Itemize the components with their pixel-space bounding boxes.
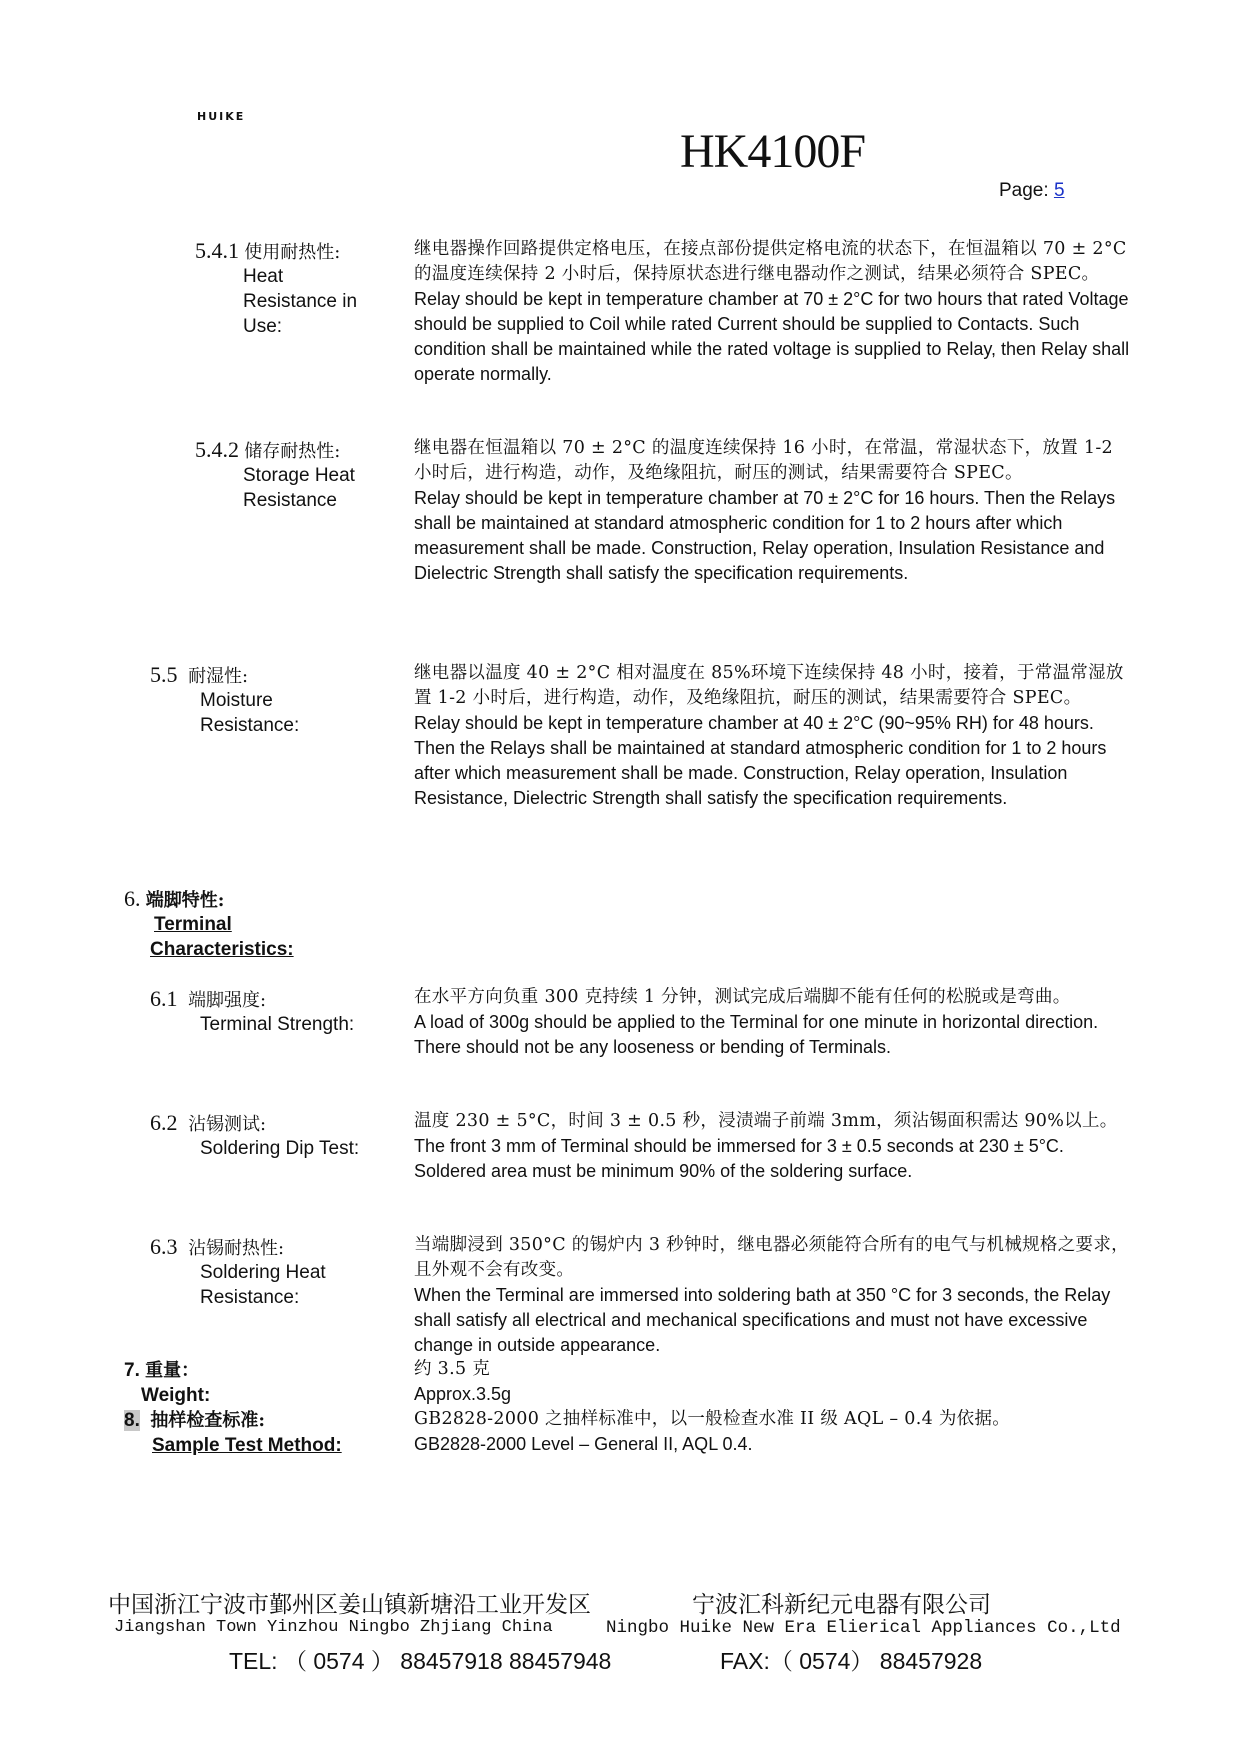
page-indicator (999, 180, 1065, 202)
page-number-link[interactable]: 5 (1053, 180, 1065, 201)
footer-company-en: Ningbo Huike New Era Elierical Appliances Co.,Ltd (606, 1618, 1121, 1638)
section-8-en-title: Sample Test Method: (152, 1435, 342, 1456)
section-5-5-heading: 5.5 耐湿性: (150, 662, 249, 687)
footer-fax: FAX:（ 0574） 88457928 (720, 1648, 983, 1674)
footer-tel: TEL: （ 0574 ） 88457918 88457948 (229, 1648, 612, 1674)
company-logo: HUIKE (197, 110, 246, 123)
section-6-heading: 6. 端脚特性: (124, 886, 225, 911)
section-7-en-title: Weight: (141, 1385, 211, 1406)
section-5-5-en-title: Moisture Resistance: (200, 690, 300, 736)
footer-address-zh: 中国浙江宁波市鄞州区姜山镇新塘沿工业开发区 (108, 1592, 591, 1618)
section-6-en-title: Terminal Characteristics: (150, 914, 294, 960)
section-5-4-1-body: 继电器操作回路提供定格电压，在接点部份提供定格电流的状态下，在恒温箱以 70 ± 2°C 的温度连续保持 2 小时后，保持原状态进行继电器动作之测试，结果必须符合 SPEC。 Relay should be kept in temperature chamber at 70 ± 2°C for two hours that rated Voltage should be supplied to Coil while rated Current should be supplied to Contacts. Such condition shall be maintained while the rated voltage is supplied to Relay, then Relay shall operate normally. (414, 239, 1130, 384)
section-5-4-1-heading: 5.4.1 使用耐热性: (195, 238, 341, 263)
section-6-1-en-title: Terminal Strength: (200, 1014, 355, 1035)
section-5-4-2-en-title: Storage Heat Resistance (243, 465, 355, 511)
section-5-4-2-heading: 5.4.2 储存耐热性: (195, 437, 341, 462)
section-6-1-heading: 6.1 端脚强度: (150, 986, 267, 1011)
section-6-2-en-title: Soldering Dip Test: (200, 1138, 360, 1159)
section-7-heading: 7. 重量： (124, 1360, 200, 1381)
section-7-body: 约 3.5 克 Approx.3.5g (414, 1359, 512, 1404)
footer-address-en: Jiangshan Town Yinzhou Ningbo Zhjiang China (114, 1618, 553, 1637)
section-5-5-body: 继电器以温度 40 ± 2°C 相对温度在 85%环境下连续保持 48 小时，接着，于常温常湿放置 1-2 小时后，进行构造，动作，及绝缘阻抗，耐压的测试，结果需要符合 SPEC。 Relay should be kept in temperature chamber at 40 ± 2°C (90~95% RH) for 48 hours. Then the Relays shall be maintained at standard atmospheric condition for 1 to 2 hours after which measurement shall be made. Construction, Relay operation, Insulation Resistance, Dielectric Strength shall satisfy the specification requirements. (414, 663, 1124, 808)
section-6-2-heading: 6.2 沾锡测试: (150, 1110, 267, 1135)
model-title: HK4100F (680, 125, 866, 178)
section-6-2-body: 温度 230 ± 5°C，时间 3 ± 0.5 秒，浸渍端子前端 3mm，须沾锡面积需达 90%以上。 The front 3 mm of Terminal should be immersed for 3 ± 0.5 seconds at 230 ± 5°C. Soldered area must be minimum 90% of the soldering surface. (414, 1111, 1118, 1181)
section-8-body: GB2828-2000 之抽样标准中，以一般检查水准 II 级 AQL – 0.4 为依据。 GB2828-2000 Level – General II, AQL 0.4. (414, 1409, 1011, 1454)
page-label: Page: (999, 180, 1049, 201)
section-6-3-en-title: Soldering Heat Resistance: (200, 1262, 326, 1308)
section-5-4-1-en-title: Heat Resistance in Use: (243, 266, 358, 337)
section-8-heading: 8. 抽样检查标准: (124, 1410, 266, 1431)
footer-company-zh: 宁波汇科新纪元电器有限公司 (692, 1592, 991, 1618)
section-6-3-heading: 6.3 沾锡耐热性: (150, 1234, 285, 1259)
section-6-3-body: 当端脚浸到 350°C 的锡炉内 3 秒钟时，继电器必须能符合所有的电气与机械规格之要求，且外观不会有改变。 When the Terminal are immersed into soldering bath at 350 °C for 3 seconds, the Relay shall satisfy all electrical and mechanical specifications and must not have excessive change in outside appearance. (414, 1235, 1129, 1355)
section-5-4-2-body: 继电器在恒温箱以 70 ± 2°C 的温度连续保持 16 小时，在常温，常湿状态下，放置 1-2 小时后，进行构造，动作，及绝缘阻抗，耐压的测试，结果需要符合 SPEC。 Relay should be kept in temperature chamber at 70 ± 2°C for 16 hours. Then the Relays shall be maintained at standard atmospheric condition for 1 to 2 hours after which measurement shall be made. Construction, Relay operation, Insulation Resistance and Dielectric Strength shall satisfy the specification requirements. (414, 438, 1116, 583)
section-6-1-body: 在水平方向负重 300 克持续 1 分钟，测试完成后端脚不能有任何的松脱或是弯曲。 A load of 300g should be applied to the Terminal for one minute in horizontal direction. There should not be any looseness or bending of Terminals. (414, 987, 1099, 1057)
